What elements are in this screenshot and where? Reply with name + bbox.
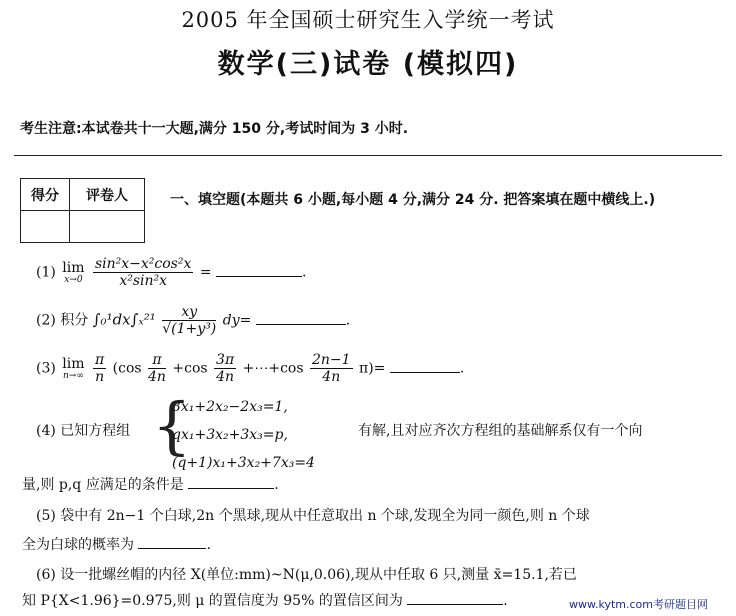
equation-3: (q+1)x₁+3x₂+7x₃=4	[172, 455, 315, 471]
paper-title: 数学(三)试卷 (模拟四)	[217, 49, 519, 80]
numerator: 3π	[216, 352, 235, 368]
answer-blank	[390, 372, 460, 373]
period: .	[459, 360, 465, 377]
period: .	[503, 593, 508, 609]
lim-sub: n→∞	[62, 371, 84, 381]
denominator: x²sin²x	[119, 273, 168, 289]
question-number: (3)	[36, 360, 56, 377]
answer-blank	[138, 548, 206, 549]
denominator: 4n	[148, 369, 166, 385]
lim-sub: x→0	[64, 275, 83, 285]
period: .	[274, 477, 279, 493]
answer-blank	[407, 604, 503, 605]
equation-2: qx₁+3x₂+3x₃=p,	[172, 427, 288, 443]
period: .	[302, 264, 307, 281]
divider	[14, 155, 722, 156]
denominator: n	[95, 369, 105, 385]
close-paren: π)=	[359, 360, 386, 377]
integral: ∫₀¹dx∫ₓ²¹	[92, 310, 156, 329]
period: .	[345, 312, 351, 329]
numerator: 2n−1	[311, 352, 351, 368]
score-cell	[21, 211, 70, 243]
equals: dy=	[222, 312, 252, 329]
candidate-notice: 考生注意:本试卷共十一大题,满分 150 分,考试时间为 3 小时.	[20, 121, 409, 137]
score-table	[20, 178, 145, 243]
cos-dots: +⋯+cos	[242, 360, 304, 377]
question-6: (6) 设一批螺丝帽的内径 X(单位:mm)~N(μ,0.06),现从中任取 6 只,测量 x̄=15.1,若已	[36, 567, 577, 583]
numerator: xy	[162, 304, 216, 321]
line-text: 量,则 p,q 应满足的条件是	[22, 477, 184, 493]
left-brace: {	[152, 389, 192, 462]
grader-header: 评卷人	[70, 179, 145, 211]
denominator: 4n	[216, 369, 235, 385]
cos-open: (cos	[112, 360, 142, 377]
equation-system	[172, 393, 315, 477]
question-6-line2	[22, 590, 508, 610]
numerator: π	[148, 352, 166, 369]
line-text: 知 P{X<1.96}=0.975,则 μ 的置信度为 95% 的置信区间为	[22, 593, 403, 609]
section-heading: 一、填空题(本题共 6 小题,每小题 4 分,满分 24 分. 把答案填在题中横线上.)	[170, 192, 656, 208]
limit	[62, 260, 84, 285]
cos-mid: +cos	[172, 360, 208, 377]
numerator: π	[94, 352, 105, 368]
numerator: sin²x−x²cos²x	[94, 256, 192, 272]
lim-text: lim	[62, 356, 85, 372]
question-number: (1)	[36, 264, 56, 281]
question-4-text: 有解,且对应齐次方程组的基础解系仅有一个向	[358, 423, 643, 439]
exam-title: 2005 年全国硕士研究生入学统一考试	[181, 8, 555, 32]
grader-cell	[70, 211, 145, 243]
answer-blank	[216, 276, 302, 277]
lim-text: lim	[62, 260, 85, 276]
term-1	[148, 352, 166, 385]
pi-over-n	[93, 352, 106, 385]
question-5: (5) 袋中有 2n−1 个白球,2n 个黑球,现从中任意取出 n 个球,发现全为同一颜色,则 n 个球	[36, 508, 590, 524]
question-1	[36, 256, 306, 289]
denominator: 4n	[322, 369, 341, 385]
limit	[62, 356, 84, 381]
question-number: (2) 积分	[36, 312, 89, 329]
answer-blank	[256, 324, 346, 325]
equation-1: 3x₁+2x₂−2x₃=1,	[172, 399, 288, 415]
question-4-line2	[22, 474, 279, 494]
question-5-line2	[22, 534, 211, 554]
line-text: 全为白球的概率为	[22, 537, 134, 553]
score-header: 得分	[21, 179, 70, 211]
fraction	[93, 256, 193, 289]
term-2	[214, 352, 236, 385]
period: .	[206, 537, 211, 553]
fraction	[162, 304, 216, 337]
equals: =	[199, 264, 212, 281]
answer-blank	[188, 488, 274, 489]
question-4-label: (4) 已知方程组	[36, 423, 131, 439]
denominator: √(1+y³)	[162, 321, 217, 337]
question-3	[36, 352, 464, 385]
term-3	[310, 352, 353, 385]
question-2	[36, 304, 350, 337]
watermark: www.kytm.com考研题目网	[569, 598, 708, 611]
